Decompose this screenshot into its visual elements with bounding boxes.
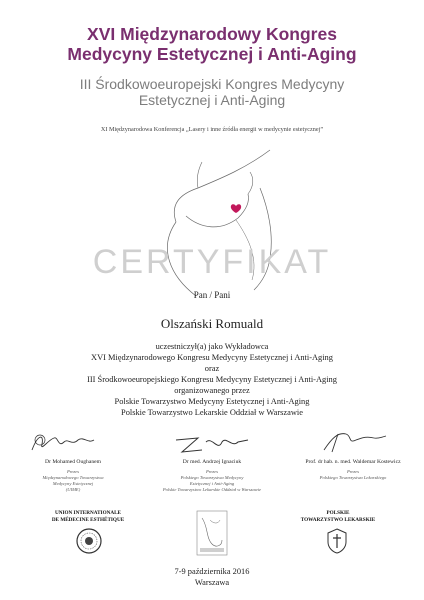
uime-logo-line-2: DE MÉDECINE ESTHÉTIQUE xyxy=(51,516,125,523)
recipient-name: Olszański Romuald xyxy=(160,316,264,331)
subtitle-line-2: Estetycznej i Anti-Aging xyxy=(138,92,286,108)
subtitle-line-1: III Środkowoeuropejski Kongres Medycyny xyxy=(79,76,345,92)
signatory-2-role-2: Polskiego Towarzystwa Medycyny xyxy=(180,475,244,480)
body-line-6: Polskie Towarzystwo Medycyny Estetycznej i Anti-Aging xyxy=(114,397,310,406)
title-line-2: Medycyny Estetycznej i Anti-Aging xyxy=(67,44,357,64)
signature-3-scribble xyxy=(318,428,388,456)
signatory-1-name: Dr Mohamed Oughanem xyxy=(45,459,101,465)
certificate-heading: CERTYFIKAT xyxy=(92,243,332,281)
uime-logo-text xyxy=(40,510,136,523)
signatory-2-role-4: Polskie Towarzystwo Lekarskie Oddział w Warszawie xyxy=(162,487,262,492)
title-line-1: XVI Międzynarodowy Kongres xyxy=(87,24,337,44)
uime-logo-line-1: UNION INTERNATIONALE xyxy=(54,510,122,516)
ptl-logo-line-2: TOWARZYSTWO LEKARSKIE xyxy=(300,516,376,523)
body-line-4: III Środkowoeuropejskiego Kongresu Medycyny Estetycznej i Anti-Aging xyxy=(87,375,337,384)
ptl-logo-text xyxy=(290,510,386,523)
event-date: 7-9 października 2016 xyxy=(174,567,250,576)
event-city: Warszawa xyxy=(194,578,230,587)
conference-line: XI Międzynarodowa Konferencja „Lasery i inne źródła energii w medycynie estetycznej” xyxy=(100,126,324,133)
signatory-3 xyxy=(290,459,416,481)
uime-emblem-icon xyxy=(76,528,102,554)
body-line-5: organizowanego przez xyxy=(174,386,250,395)
ptl-logo-line-1: POLSKIE xyxy=(326,510,350,516)
signatory-1-role-4: (UIME) xyxy=(65,487,81,492)
body-line-2: XVI Międzynarodowego Kongresu Medycyny Estetycznej i Anti-Aging xyxy=(91,353,333,362)
signatory-1-role-2: Międzynarodowego Towarzystwa xyxy=(42,475,104,480)
signatory-2-name: Dr med. Andrzej Ignaciuk xyxy=(182,459,242,465)
signatory-2 xyxy=(140,459,284,493)
body-line-7: Polskie Towarzystwo Lekarskie Oddział w Warszawie xyxy=(121,408,303,417)
signatory-3-role-2: Polskiego Towarzystwa Lekarskiego xyxy=(319,475,387,480)
body-line-1: uczestniczył(a) jako Wykładowca xyxy=(155,342,269,351)
signature-2-scribble xyxy=(172,432,252,456)
signatory-1-role-3: Medycyny Estetycznej xyxy=(52,481,94,486)
signatory-1-role-1: Prezes xyxy=(66,469,80,474)
ptmeaa-logo-icon xyxy=(196,510,228,556)
signatory-3-name: Prof. dr hab. n. med. Waldemar Kostewicz xyxy=(305,459,401,465)
ptl-emblem-icon xyxy=(326,528,348,554)
signatory-2-role-1: Prezes xyxy=(205,469,219,474)
signatory-1 xyxy=(18,459,128,493)
signatory-2-role-3: Estetycznej i Anti-Aging xyxy=(189,481,235,486)
body-line-3: oraz xyxy=(204,364,220,373)
signature-1-scribble xyxy=(28,430,98,456)
salutation: Pan / Pani xyxy=(193,290,231,300)
signatory-3-role-1: Prezes xyxy=(346,469,360,474)
heart-icon xyxy=(231,204,241,213)
